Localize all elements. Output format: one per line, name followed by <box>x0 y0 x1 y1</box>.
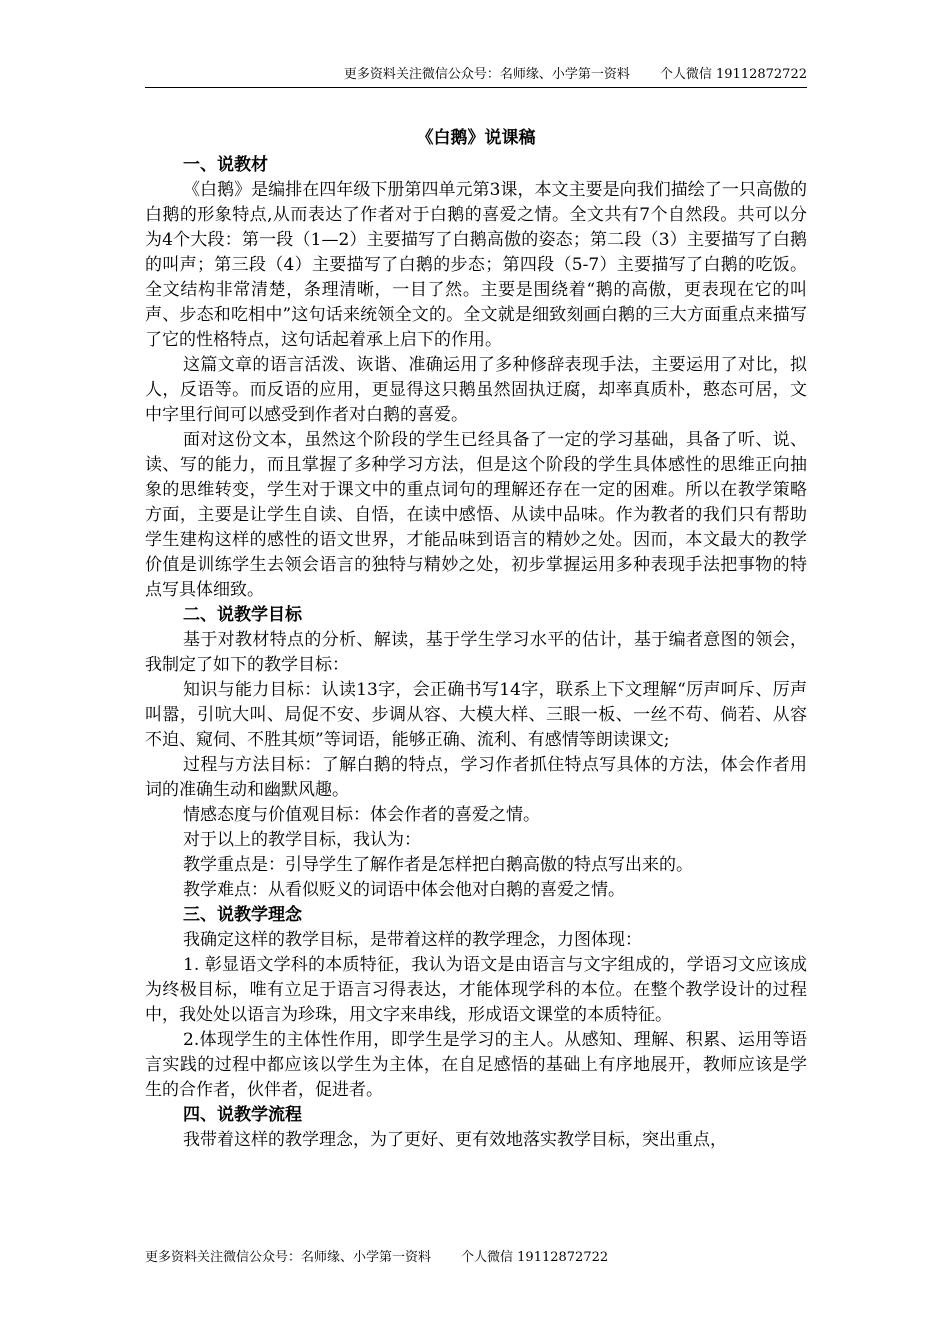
paragraph: 对于以上的教学目标，我认为： <box>183 830 421 850</box>
paragraph: 情感态度与价值观目标：体会作者的喜爱之情。 <box>183 805 540 825</box>
header-wechat-text: 个人微信 19112872722 <box>659 67 807 82</box>
page-header <box>145 66 807 84</box>
paragraph: 我带着这样的教学理念，为了更好、更有效地落实教学目标，突出重点， <box>183 1130 727 1150</box>
document-title: 《白鹅》说课稿 <box>416 128 536 148</box>
paragraph: 这篇文章的语言活泼、诙谐、准确运用了多种修辞表现手法，主要运用了对比，拟人，反语等。而反语的应用，更显得这只鹅虽然固执迂腐，却率真质朴，憨态可居，文中字里行间可以感受到作者对白鹅的喜爱。 <box>145 355 807 425</box>
paragraph: 面对这份文本，虽然这个阶段的学生已经具备了一定的学习基础，具备了听、说、读、写的能力，而且掌握了多种学习方法，但是这个阶段的学生具体感性的思维正向抽象的思维转变，学生对于课文中的重点词句的理解还存在一定的困难。所以在教学策略方面，主要是让学生自读、自悟，在读中感悟、从读中品味。作为教者的我们只有帮助学生建构这样的感性的语文世界，才能品味到语言的精妙之处。因而，本文最大的教学价值是训练学生去领会语言的独特与精妙之处，初步掌握运用多种表现手法把事物的特点写具体细致。 <box>145 430 807 600</box>
header-divider <box>145 87 807 88</box>
paragraph: 基于对教材特点的分析、解读，基于学生学习水平的估计，基于编者意图的领会，我制定了如下的教学目标： <box>145 630 807 675</box>
header-promo-text: 更多资料关注微信公众号：名师缘、小学第一资料 <box>343 67 630 82</box>
document-body <box>145 124 807 1153</box>
paragraph: 1. 彰显语文学科的本质特征，我认为语文是由语言与文字组成的，学语习文应该成为终极目标，唯有立足于语言习得表达，才能体现学科的本位。在整个教学设计的过程中，我处处以语言为珍珠，用文字来串线，形成语文课堂的本质特征。 <box>145 955 807 1025</box>
paragraph: 《白鹅》是编排在四年级下册第四单元第3课，本文主要是向我们描绘了一只高傲的白鹅的形象特点,从而表达了作者对于白鹅的喜爱之情。全文共有7个自然段。共可以分为4个大段：第一段（1—2）主要描写了白鹅高傲的姿态；第二段（3）主要描写了白鹅的叫声；第三段（4）主要描写了白鹅的步态；第四段（5-7）主要描写了白鹅的吃饭。全文结构非常清楚，条理清晰，一目了然。主要是围绕着“鹅的高傲，更表现在它的叫声、步态和吃相中”这句话来统领全文的。全文就是细致刻画白鹅的三大方面重点来描写了它的性格特点，这句话起着承上启下的作用。 <box>145 180 807 350</box>
section-heading-philosophy: 三、说教学理念 <box>183 905 302 925</box>
paragraph: 2.体现学生的主体性作用，即学生是学习的主人。从感知、理解、积累、运用等语言实践的过程中都应该以学生为主体，在自足感悟的基础上有序地展开，教师应该是学生的合作者，伙伴者，促进者。 <box>145 1030 807 1100</box>
section-heading-process: 四、说教学流程 <box>183 1105 302 1125</box>
paragraph: 教学重点是：引导学生了解作者是怎样把白鹅高傲的特点写出来的。 <box>183 855 693 875</box>
section-heading-goals: 二、说教学目标 <box>183 605 302 625</box>
footer-promo-text: 更多资料关注微信公众号：名师缘、小学第一资料 <box>145 1250 432 1265</box>
paragraph: 知识与能力目标：认读13字，会正确书写14字，联系上下文理解“厉声呵斥、厉声叫嚣，引吭大叫、局促不安、步调从容、大模大样、三眼一板、一丝不苟、倘若、从容不迫、窥伺、不胜其烦”等词语，能够正确、流利、有感情等朗读课文; <box>145 680 807 750</box>
page-footer <box>145 1249 608 1267</box>
paragraph: 教学难点：从看似贬义的词语中体会他对白鹅的喜爱之情。 <box>183 880 625 900</box>
footer-wechat-text: 个人微信 19112872722 <box>461 1250 609 1265</box>
paragraph: 我确定这样的教学目标，是带着这样的教学理念，力图体现： <box>183 930 642 950</box>
paragraph: 过程与方法目标：了解白鹅的特点，学习作者抓住特点写具体的方法，体会作者用词的准确生动和幽默风趣。 <box>145 755 807 800</box>
section-heading-textbook: 一、说教材 <box>183 155 268 175</box>
